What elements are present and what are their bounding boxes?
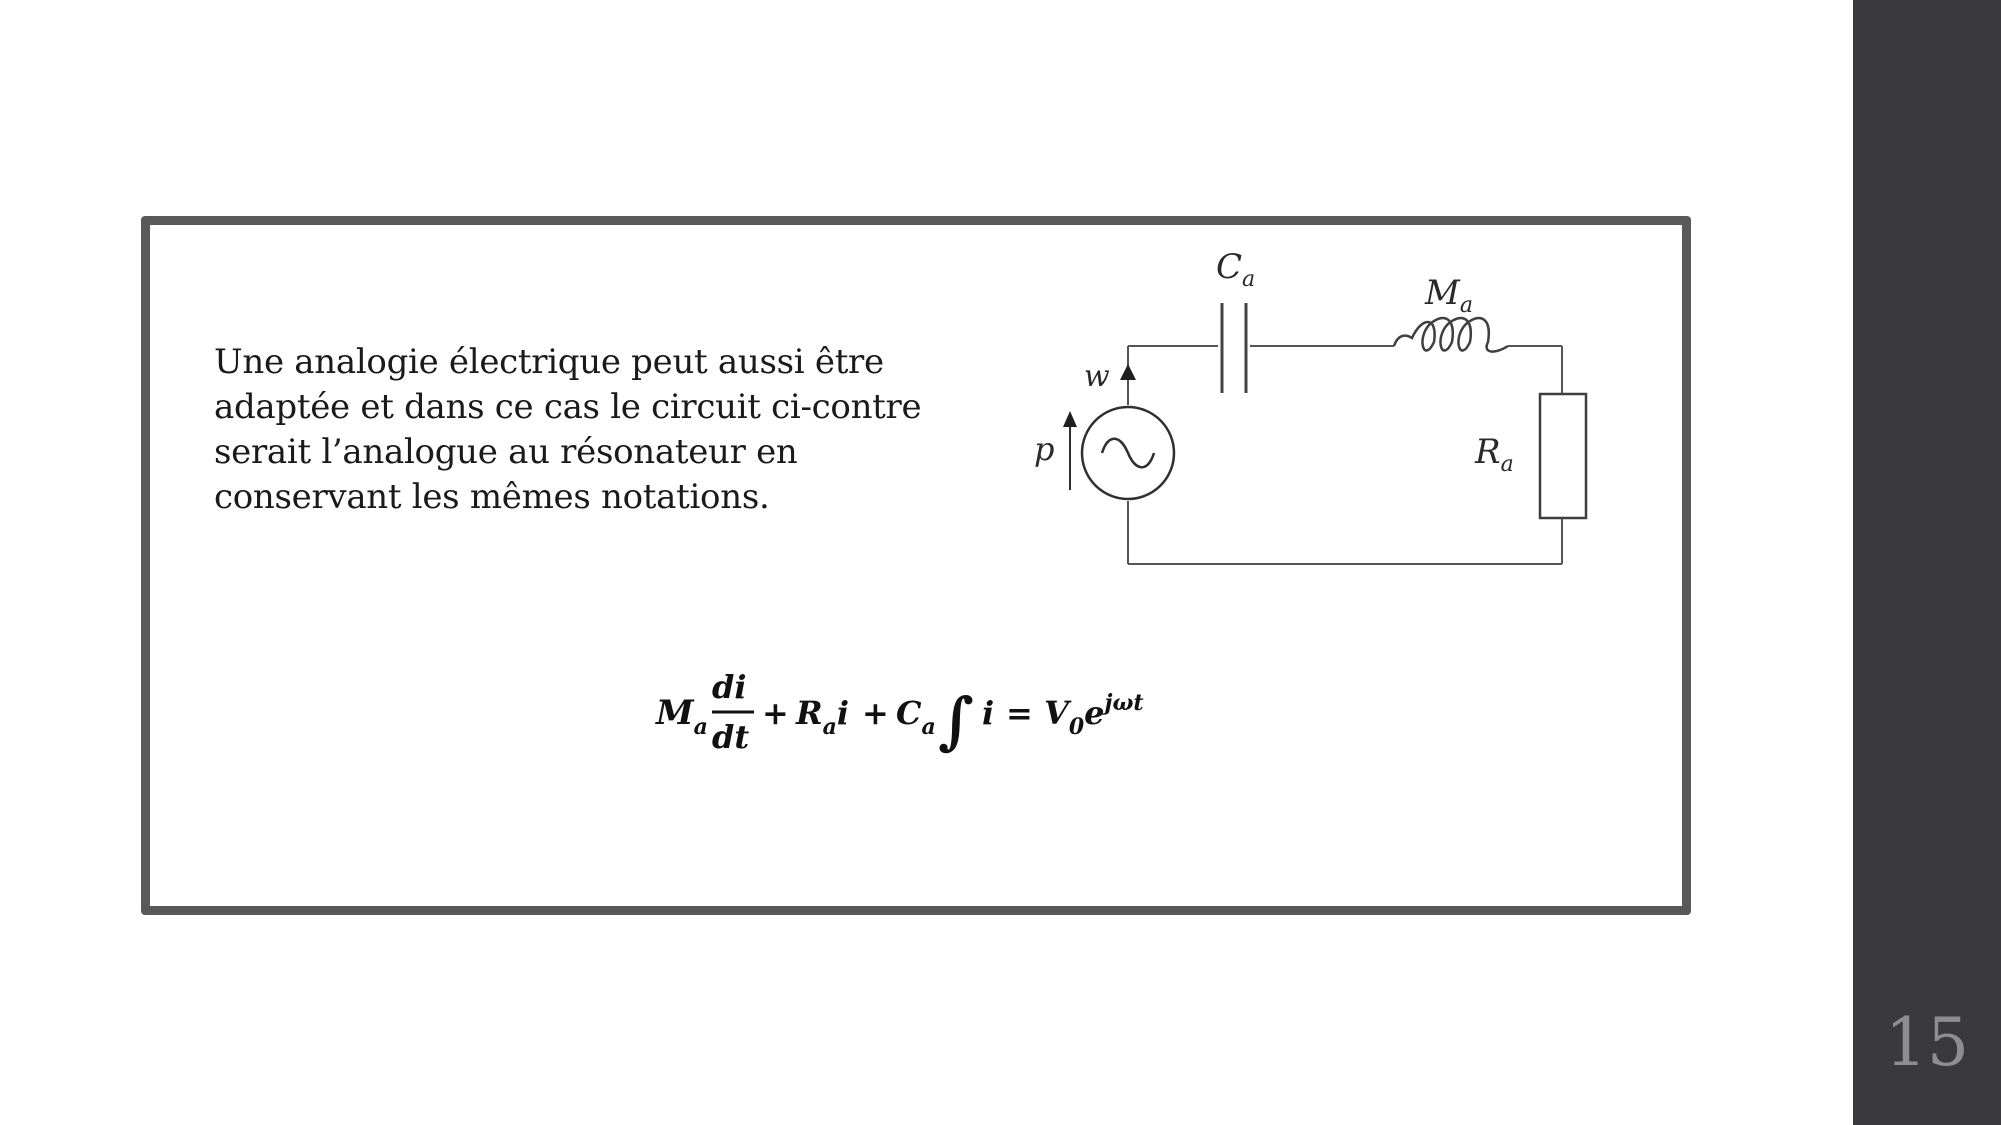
eq-numerator: di — [712, 668, 747, 706]
eq-mass: $M_a$ — [656, 693, 708, 740]
body-paragraph: Une analogie électrique peut aussi être adaptée et dans ce cas le circuit ci-contre serait l’analogue au résonateur en conservant les mêmes notations. — [214, 342, 922, 517]
eq-source: $V_0e^{j\omega t}$ — [1044, 690, 1144, 740]
circuit-diagram — [1020, 238, 1620, 578]
pressure-arrow-icon — [1063, 411, 1077, 427]
eq-compliance: $C_a$ — [896, 694, 936, 740]
capacitor-label: $C_a$ — [1216, 247, 1256, 292]
pressure-label: p — [1034, 430, 1055, 468]
resistor-label: $R_a$ — [1475, 432, 1514, 477]
eq-resistance: $R_ai$ — [796, 694, 850, 740]
flow-label: w — [1084, 359, 1110, 394]
equation — [650, 658, 1170, 768]
right-sidebar — [1853, 0, 2001, 1125]
inductor-label: $M_a$ — [1425, 273, 1473, 318]
eq-plus-2: + — [862, 694, 889, 732]
resistor-symbol — [1540, 394, 1586, 518]
capacitor-symbol — [1222, 303, 1246, 393]
eq-current: i — [982, 694, 995, 732]
eq-equals: = — [1006, 694, 1033, 732]
inductor-symbol — [1394, 318, 1508, 352]
eq-plus-1: + — [762, 694, 789, 732]
eq-denominator: dt — [712, 718, 750, 756]
flow-arrow-icon — [1120, 364, 1136, 380]
eq-integral: ∫ — [938, 684, 974, 757]
page-number: 15 — [1885, 1004, 1969, 1081]
